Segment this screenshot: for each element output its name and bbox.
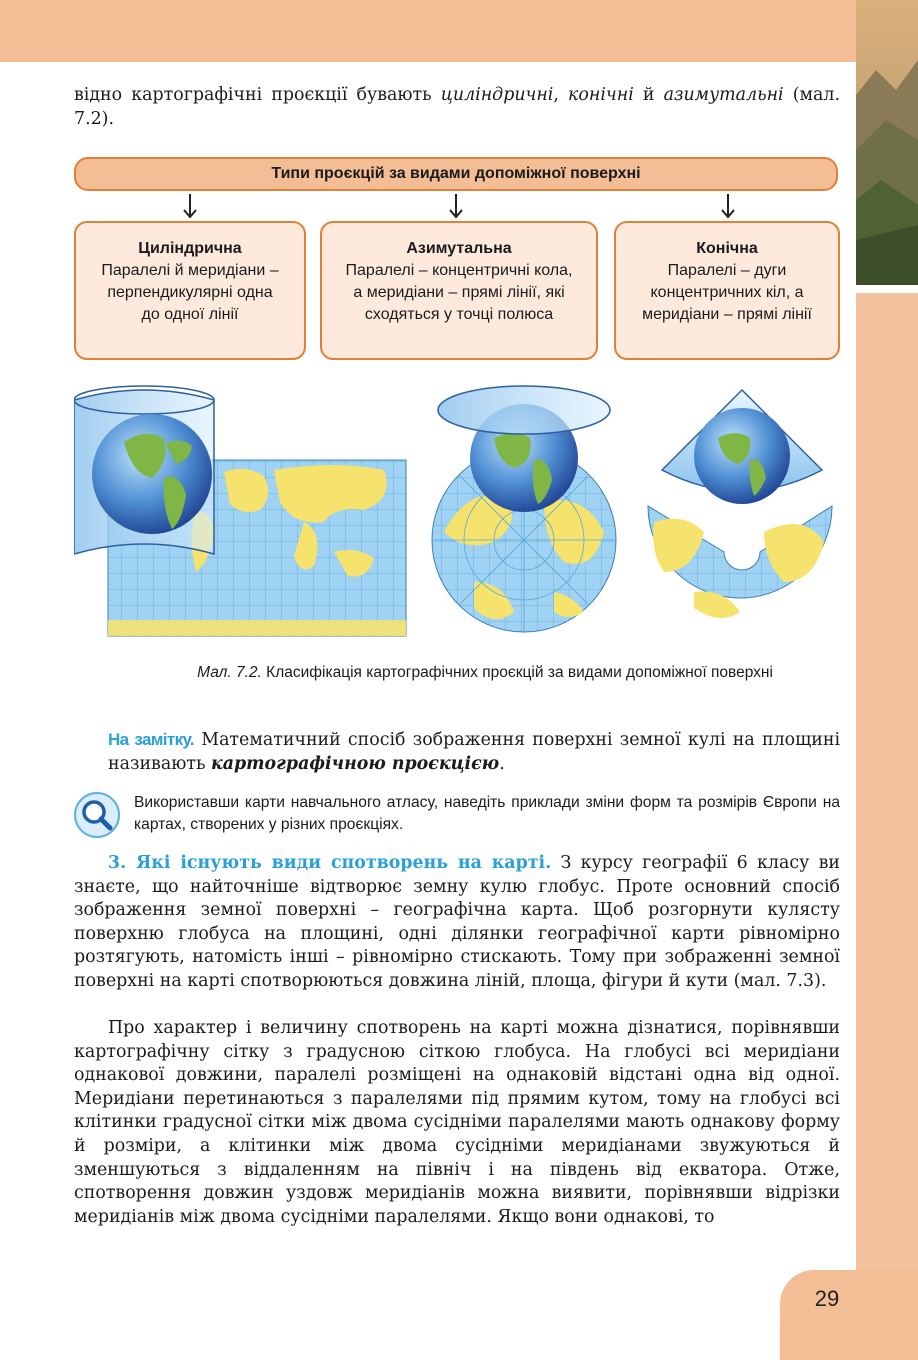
azimuthal-projection-figure [432, 386, 616, 632]
diagram-title: Типи проєкцій за видами допоміжної поверхні [74, 157, 838, 191]
projection-illustrations [74, 382, 840, 644]
paragraph-2: Про характер і величину спотворень на карті можна дізнатися, порівнявши картографічну сітку з градусною сіткою глобуса. На глобусі всі меридіани однакової довжини, паралелі розміщені на однаковій відстані одна від одної. Меридіани перетинаються з паралелями під прямим кутом, тому на глобусі всі клітинки градусної сітки між двома сусідніми паралелями мають однакову форму й розміри, а клітинки між двома сусідніми меридіанами звужуються й зменшуються з віддаленням на північ і на південь від екватора. Отже, спотворення довжин уздовж меридіанів можна виявити, порівнявши відрізки меридіанів між двома сусідніми паралелями. Якщо вони однакові, то [74, 1018, 840, 1227]
side-decorative-strip [856, 293, 918, 1360]
intro-paragraph [74, 84, 840, 131]
note-text: Математичний спосіб зображення поверхні земної кулі на площині називають [108, 730, 841, 774]
caption-text: Класифікація картографічних проєкцій за видами допоміжної поверхні [261, 664, 773, 681]
card-conic [614, 221, 840, 360]
page-number-tab [780, 1270, 918, 1360]
term-conic: конічні [568, 85, 634, 105]
mountain-photo [856, 0, 918, 285]
term-azimuthal: азимутальні [663, 85, 784, 105]
figure-caption [160, 662, 810, 683]
intro-separator: й [633, 85, 664, 105]
card-title: Циліндрична [138, 240, 242, 257]
cylindrical-projection-figure [74, 386, 406, 636]
card-azimuthal [320, 221, 598, 360]
magnifier-icon [74, 792, 120, 838]
arrow-down-icon [718, 192, 738, 220]
card-text: Паралелі – дуги концентричних кіл, а меридіани – прямі лінії [642, 262, 812, 323]
intro-text-end: (мал. 7.2). [74, 85, 840, 129]
card-title: Конічна [696, 240, 758, 257]
intro-text: відно картографічні проєкції бувають [74, 85, 441, 105]
intro-separator: , [553, 85, 569, 105]
card-text: Паралелі – концентричні кола, а меридіани – прямі лінії, які сходяться у точці полюса [345, 262, 573, 323]
conic-projection-figure [648, 390, 832, 618]
card-text: Паралелі й меридіани – перпендикулярні одна до одної лінії [101, 262, 279, 323]
arrow-down-icon [446, 192, 466, 220]
note-label: На замітку. [108, 730, 195, 749]
section3-text: З курсу географії 6 класу ви знаєте, що найточніше відтворює земну кулю глобус. Проте основний спосіб зображення земної поверхні – географічна карта. Щоб розгорнути кулясту поверхню глобуса на площині, одні ділянки географічної карти рівномірно розтягують, натомість інші – рівномірно стискають. Тому при зображенні земної поверхні на карті спотворюються довжина ліній, площа, фігури й кути (мал. 7.3). [74, 853, 840, 991]
page-number: 29 [814, 1286, 840, 1311]
section3-heading: 3. Які існують види спотворень на карті. [108, 853, 552, 873]
caption-label: Мал. 7.2. [197, 664, 262, 681]
note-term: картографічною проєкцією [210, 753, 500, 774]
note-paragraph [108, 728, 840, 776]
top-decorative-band [0, 0, 856, 62]
arrow-down-icon [180, 192, 200, 220]
term-cylindrical: циліндричні [440, 85, 554, 105]
card-cylindrical [74, 221, 306, 360]
section3-paragraph [74, 852, 840, 994]
task-text: Використавши карти навчального атласу, наведіть приклади зміни форм та розмірів Європи на картах, створених у різних проєкціях. [134, 794, 840, 833]
card-title: Азимутальна [406, 240, 512, 257]
note-text-end: . [499, 753, 505, 774]
